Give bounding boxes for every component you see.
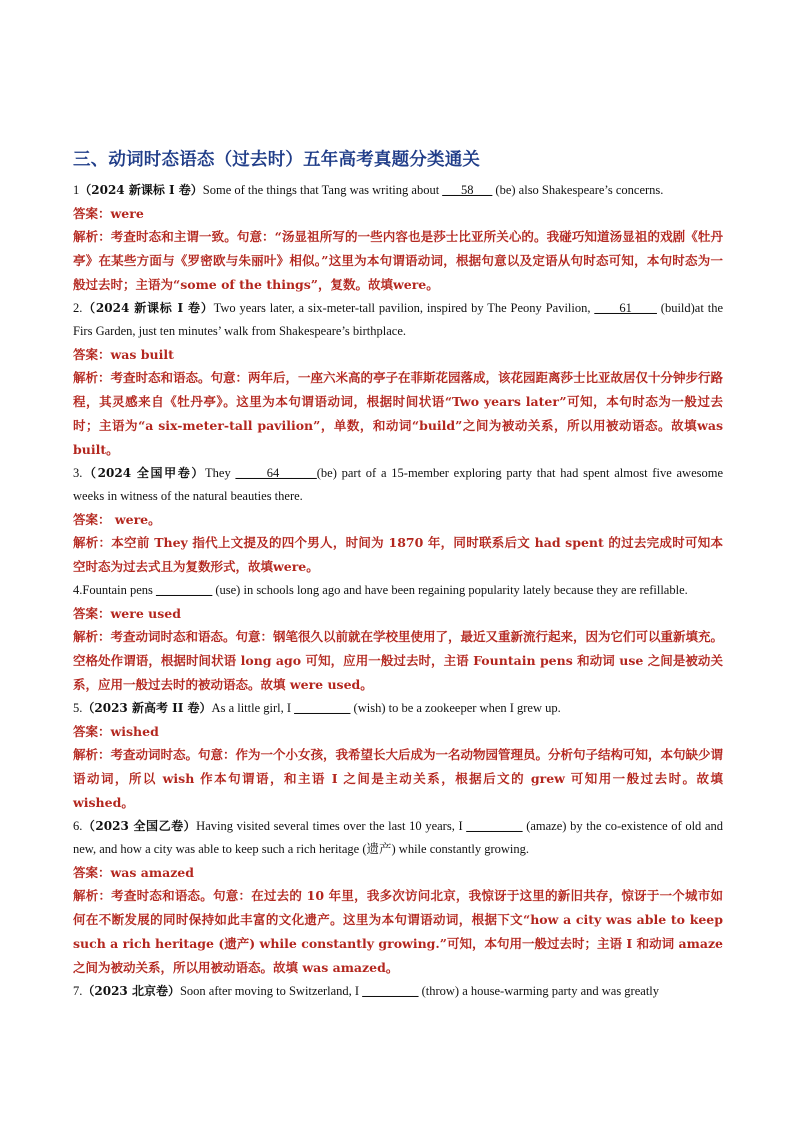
question-text xyxy=(73,980,723,1003)
question-text xyxy=(73,579,723,602)
answer-line xyxy=(73,343,723,366)
explanation: 解析：考查动词时态和语态。句意：钢笔很久以前就在学校里使用了，最近又重新流行起来，因为它们可以重新填充。空格处作谓语，根据时间状语 long ago 可知，应用一般过去时，主语 Fountain pens 和动词 use 之间是被动关系，应用一般过去时的被动语态。故填 were used。 xyxy=(73,629,724,692)
question-blank: _________ xyxy=(362,984,419,998)
question-blank: _____64______ xyxy=(235,466,317,480)
question-stem-end: (build)at the Firs Garden, just ten minutes’ walk from Shakespeare’s birthplace. xyxy=(73,301,723,338)
question-stem-end: (be) part of a 15-member exploring party that had spent almost five awesome weeks in witness of the natural beauties there. xyxy=(73,466,724,503)
question-stem-end: (amaze) by the co-existence of old and new, and how a city was able to keep such a rich heritage (遗产) while constantly growing. xyxy=(73,819,724,856)
question-text xyxy=(73,462,723,508)
answer-label: 答案： xyxy=(73,206,111,221)
answer-line xyxy=(73,508,723,531)
section-title: 三、动词时态语态（过去时）五年高考真题分类通关 xyxy=(73,150,481,170)
question-blank: _________ xyxy=(466,819,523,833)
answer-value: were used xyxy=(110,606,181,621)
question-stem: Having visited several times over the last 10 years, I xyxy=(196,819,467,833)
question-text xyxy=(73,179,723,202)
question-text xyxy=(73,297,723,343)
question-item xyxy=(73,980,723,1003)
question-blank: _________ xyxy=(294,701,351,715)
question-item xyxy=(73,579,723,697)
question-number: 7. xyxy=(73,984,83,998)
question-stem: Fountain pens xyxy=(82,583,156,597)
answer-label: 答案： xyxy=(73,724,111,739)
answer-label: 答案： xyxy=(73,347,111,362)
answer-value: was built xyxy=(110,347,174,362)
answer-line xyxy=(73,202,723,225)
question-source: （2023 北京卷） xyxy=(82,984,180,998)
question-blank: ____61____ xyxy=(594,301,657,315)
question-item xyxy=(73,462,723,579)
question-text xyxy=(73,815,723,861)
answer-line xyxy=(73,720,723,743)
explanation: 解析：考查动词时态。句意：作为一个小女孩，我希望长大后成为一名动物园管理员。分析句子结构可知，本句缺少谓语动词，所以 wish 作本句谓语，和主语 I 之间是主动关系，根据后文的 grew 可知用一般过去时。故填 wished。 xyxy=(73,747,724,810)
answer-value: were。 xyxy=(110,512,161,527)
question-item xyxy=(73,179,723,297)
question-item xyxy=(73,297,723,462)
question-stem-end: (wish) to be a zookeeper when I grew up. xyxy=(350,701,561,715)
question-stem: Soon after moving to Switzerland, I xyxy=(179,984,363,998)
question-blank: _________ xyxy=(155,583,213,597)
answer-value: wished xyxy=(110,724,159,739)
question-item xyxy=(73,815,723,980)
question-stem: Two years later, a six-meter-tall pavilion, inspired by The Peony Pavilion, xyxy=(213,301,595,315)
explanation: 解析：本空前 They 指代上文提及的四个男人，时间为 1870 年，同时联系后文 had spent 的过去完成时可知本空时态为过去式且为复数形式，故填were。 xyxy=(73,535,723,574)
question-number: 4. xyxy=(73,583,83,597)
answer-label: 答案： xyxy=(73,606,111,621)
question-stem: They xyxy=(205,466,236,480)
explanation: 解析：考查时态和语态。句意：两年后，一座六米高的亭子在菲斯花园落成，该花园距离莎士比亚故居仅十分钟步行路程，其灵感来自《牡丹亭》。这里为本句谓语动词，根据时间状语“Two years later”可知，本句时态为一般过去时；主语为“a six-meter-tall pavilion”，单数，和动词“build”之间为被动关系，所以用被动语态。故填was built。 xyxy=(73,370,724,457)
question-source: （2024 新课标 I 卷） xyxy=(82,301,214,315)
explanation: 解析：考查时态和主谓一致。句意：“汤显祖所写的一些内容也是莎士比亚所关心的。我碰巧知道汤显祖的戏剧《牡丹亭》在某些方面与《罗密欧与朱丽叶》相似。”这里为本句谓语动词，根据句意以及定语从句时态可知，本句时态为一般过去时；主语为“some of the things”，复数。故填were。 xyxy=(73,229,723,292)
question-stem-end: (be) also Shakespeare’s concerns. xyxy=(492,183,664,197)
question-item xyxy=(73,697,723,815)
question-number: 6. xyxy=(73,819,83,833)
question-source: （2023 全国乙卷） xyxy=(82,819,197,833)
explanation: 解析：考查时态和语态。句意：在过去的 10 年里，我多次访问北京，我惊讶于这里的新旧共存，惊讶于一个城市如何在不断发展的同时保持如此丰富的文化遗产。这里为本句谓语动词，根据下文“how a city was able to keep such a rich heritage (遗产) while constantly growing.”可知，本句用一般过去时；主语 I 和动词 amaze 之间为被动关系，所以用被动语态。故填 was amazed。 xyxy=(73,888,723,975)
question-stem: Some of the things that Tang was writing about xyxy=(202,183,443,197)
question-number: 3. xyxy=(73,466,83,480)
answer-value: were xyxy=(110,206,144,221)
answer-line xyxy=(73,602,723,625)
question-number: 5. xyxy=(73,701,83,715)
question-source: （2023 新高考 II 卷） xyxy=(82,701,212,715)
question-stem-end: (use) in schools long ago and have been regaining popularity lately because they are refillable. xyxy=(212,583,688,597)
question-number: 1 xyxy=(73,183,80,197)
question-stem-end: (throw) a house-warming party and was greatly xyxy=(418,984,660,998)
question-number: 2. xyxy=(73,301,83,315)
answer-line xyxy=(73,861,723,884)
question-source: （2024 全国甲卷） xyxy=(82,466,206,480)
question-stem: As a little girl, I xyxy=(211,701,295,715)
answer-value: was amazed xyxy=(110,865,194,880)
question-list xyxy=(73,179,723,1003)
document-page xyxy=(73,146,723,1003)
answer-label: 答案： xyxy=(73,865,111,880)
answer-label: 答案： xyxy=(73,512,111,527)
question-blank: ___58___ xyxy=(442,183,493,197)
question-source: （2024 新课标 I 卷） xyxy=(79,183,203,197)
question-text xyxy=(73,697,723,720)
